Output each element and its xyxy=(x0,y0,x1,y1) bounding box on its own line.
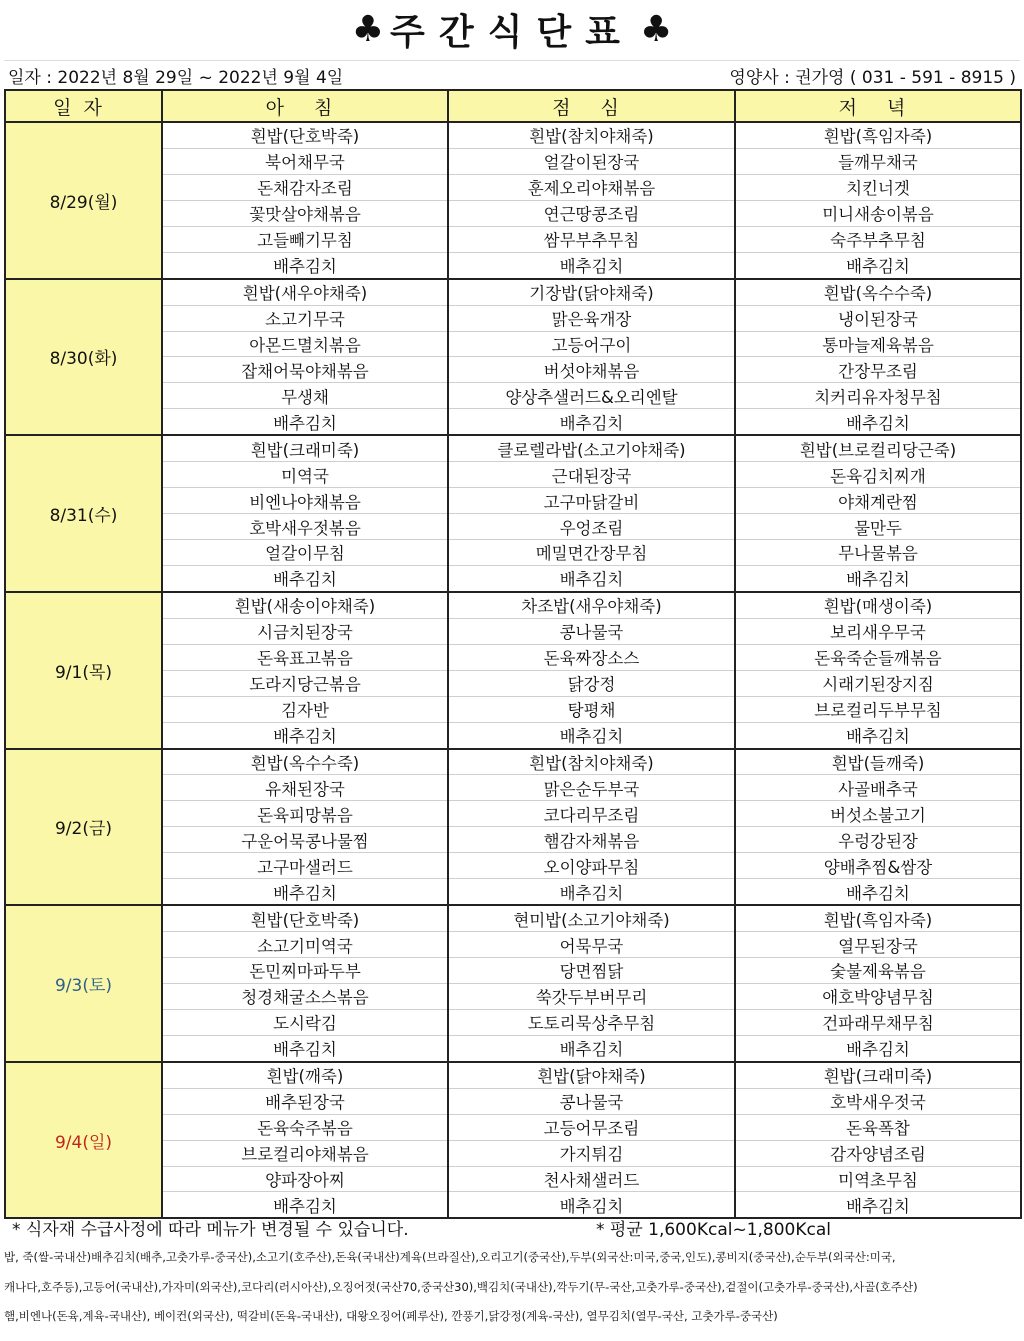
breakfast-item: 배추김치 xyxy=(162,722,448,748)
lunch-item: 콩나물국 xyxy=(448,618,735,644)
lunch-item: 오이양파무침 xyxy=(448,853,735,879)
breakfast-item: 아몬드멸치볶음 xyxy=(162,331,448,357)
breakfast-item: 배추김치 xyxy=(162,1035,448,1061)
dinner-item: 돈육김치찌개 xyxy=(735,462,1021,488)
lunch-item: 클로렐라밥(소고기야채죽) xyxy=(448,435,735,461)
lunch-item: 차조밥(새우야채죽) xyxy=(448,592,735,618)
dinner-item: 애호박양념무침 xyxy=(735,983,1021,1009)
breakfast-item: 유채된장국 xyxy=(162,775,448,801)
dinner-item: 무나물볶음 xyxy=(735,540,1021,566)
breakfast-item: 북어채무국 xyxy=(162,148,448,174)
dinner-item: 사골배추국 xyxy=(735,775,1021,801)
lunch-item: 흰밥(참치야채죽) xyxy=(448,122,735,148)
date-range: 일자 : 2022년 8월 29일 ~ 2022년 9월 4일 xyxy=(8,67,344,88)
lunch-item: 배추김치 xyxy=(448,1035,735,1061)
breakfast-item: 고구마샐러드 xyxy=(162,853,448,879)
breakfast-item: 배추김치 xyxy=(162,879,448,905)
dinner-item: 숯불제육볶음 xyxy=(735,958,1021,984)
lunch-item: 고등어구이 xyxy=(448,331,735,357)
breakfast-item: 배추된장국 xyxy=(162,1088,448,1114)
dinner-item: 흰밥(흑임자죽) xyxy=(735,905,1021,931)
dinner-item: 호박새우젓국 xyxy=(735,1088,1021,1114)
breakfast-item: 돈채감자조림 xyxy=(162,174,448,200)
dinner-item: 냉이된장국 xyxy=(735,305,1021,331)
dinner-item: 야채계란찜 xyxy=(735,488,1021,514)
dinner-item: 흰밥(옥수수죽) xyxy=(735,279,1021,305)
day-date: 9/3(토) xyxy=(5,905,162,1062)
breakfast-item: 돈육피망볶음 xyxy=(162,801,448,827)
breakfast-item: 도시락김 xyxy=(162,1009,448,1035)
dinner-item: 흰밥(들깨죽) xyxy=(735,749,1021,775)
breakfast-item: 비엔나야채볶음 xyxy=(162,488,448,514)
lunch-item: 햄감자채볶음 xyxy=(448,827,735,853)
dinner-item: 배추김치 xyxy=(735,409,1021,435)
breakfast-item: 호박새우젓볶음 xyxy=(162,514,448,540)
lunch-item: 연근땅콩조림 xyxy=(448,200,735,226)
header-lunch: 점 심 xyxy=(448,90,735,122)
dinner-item: 양배추찜&쌈장 xyxy=(735,853,1021,879)
breakfast-item: 배추김치 xyxy=(162,565,448,591)
lunch-item: 가지튀김 xyxy=(448,1140,735,1166)
lunch-item: 배추김치 xyxy=(448,722,735,748)
breakfast-item: 돈민찌마파두부 xyxy=(162,958,448,984)
lunch-item: 쌈무부추무침 xyxy=(448,226,735,252)
dinner-item: 브로컬리두부무침 xyxy=(735,696,1021,722)
day-date: 8/31(수) xyxy=(5,435,162,592)
dinner-item: 흰밥(매생이죽) xyxy=(735,592,1021,618)
breakfast-item: 배추김치 xyxy=(162,1192,448,1218)
breakfast-item: 돈육표고볶음 xyxy=(162,644,448,670)
breakfast-item: 청경채굴소스볶음 xyxy=(162,983,448,1009)
page-title xyxy=(0,0,1024,58)
breakfast-item: 소고기미역국 xyxy=(162,932,448,958)
lunch-item: 배추김치 xyxy=(448,252,735,278)
lunch-item: 닭강정 xyxy=(448,670,735,696)
dinner-item: 미니새송이볶음 xyxy=(735,200,1021,226)
lunch-item: 훈제오리야채볶음 xyxy=(448,174,735,200)
lunch-item: 어묵무국 xyxy=(448,932,735,958)
breakfast-item: 브로컬리야채볶음 xyxy=(162,1140,448,1166)
lunch-item: 기장밥(닭야채죽) xyxy=(448,279,735,305)
breakfast-item: 구운어묵콩나물찜 xyxy=(162,827,448,853)
lunch-item: 코다리무조림 xyxy=(448,801,735,827)
table-row xyxy=(5,592,1021,618)
lunch-item: 배추김치 xyxy=(448,565,735,591)
dinner-item: 물만두 xyxy=(735,514,1021,540)
dinner-item: 배추김치 xyxy=(735,565,1021,591)
dietitian-info: 영양사 : 권가영 ( 031 - 591 - 8915 ) xyxy=(729,67,1016,88)
breakfast-item: 흰밥(새우야채죽) xyxy=(162,279,448,305)
header-dinner: 저 녁 xyxy=(735,90,1021,122)
lunch-item: 도토리묵상추무침 xyxy=(448,1009,735,1035)
club-icon: ♣ xyxy=(351,8,385,50)
dinner-item: 치커리유자청무침 xyxy=(735,383,1021,409)
lunch-item: 메밀면간장무침 xyxy=(448,540,735,566)
breakfast-item: 흰밥(옥수수죽) xyxy=(162,749,448,775)
dinner-item: 배추김치 xyxy=(735,879,1021,905)
lunch-item: 양상추샐러드&오리엔탈 xyxy=(448,383,735,409)
lunch-item: 고등어무조림 xyxy=(448,1114,735,1140)
dinner-item: 건파래무채무침 xyxy=(735,1009,1021,1035)
table-row xyxy=(5,122,1021,148)
dinner-item: 배추김치 xyxy=(735,1035,1021,1061)
day-date: 9/4(일) xyxy=(5,1062,162,1219)
dinner-item: 흰밥(브로컬리당근죽) xyxy=(735,435,1021,461)
lunch-item: 배추김치 xyxy=(448,409,735,435)
dinner-item: 시래기된장지짐 xyxy=(735,670,1021,696)
dinner-item: 배추김치 xyxy=(735,252,1021,278)
origin-line-2: 캐나다,호주등),고등어(국내산),가자미(외국산),코다리(러시아산),오징어젓(국산70,중국산30),백김치(국내산),깍두기(무-국산,고춧가루-중국산),겉절이(고춧가루-중국산),사골(호주산) xyxy=(4,1280,918,1294)
day-date: 9/1(목) xyxy=(5,592,162,749)
breakfast-item: 소고기무국 xyxy=(162,305,448,331)
breakfast-item: 흰밥(새송이야채죽) xyxy=(162,592,448,618)
dinner-item: 흰밥(크래미죽) xyxy=(735,1062,1021,1088)
origin-line-1: 밥, 죽(쌀-국내산)배추김치(배추,고춧가루-중국산),소고기(호주산),돈육(국내산)계육(브라질산),오리고기(중국산),두부(외국산:미국,중국,인도),콩비지(중국산),순두부(외국산:미국, xyxy=(4,1250,896,1264)
breakfast-item: 흰밥(단호박죽) xyxy=(162,905,448,931)
breakfast-item: 돈육숙주볶음 xyxy=(162,1114,448,1140)
menu-table xyxy=(4,89,1022,1219)
dinner-item: 들깨무채국 xyxy=(735,148,1021,174)
dinner-item: 보리새우무국 xyxy=(735,618,1021,644)
lunch-item: 맑은육개장 xyxy=(448,305,735,331)
table-row xyxy=(5,279,1021,305)
calorie-note: * 평균 1,600Kcal~1,800Kcal xyxy=(596,1220,832,1240)
breakfast-item: 양파장아찌 xyxy=(162,1166,448,1192)
dinner-item: 배추김치 xyxy=(735,1192,1021,1218)
origin-line-3: 햄,비엔나(돈육,계육-국내산), 베이컨(외국산), 떡갈비(돈육-국내산), 대왕오징어(페루산), 깐풍기,닭강정(계육-국산), 열무김치(열무-국산, 고춧가루-중국산) xyxy=(4,1309,778,1323)
breakfast-item: 잡채어묵야채볶음 xyxy=(162,357,448,383)
table-row xyxy=(5,905,1021,931)
breakfast-item: 꽃맛살야채볶음 xyxy=(162,200,448,226)
lunch-item: 우엉조림 xyxy=(448,514,735,540)
lunch-item: 돈육짜장소스 xyxy=(448,644,735,670)
change-note: * 식자재 수급사정에 따라 메뉴가 변경될 수 있습니다. xyxy=(12,1220,409,1240)
table-row xyxy=(5,1062,1021,1088)
lunch-item: 근대된장국 xyxy=(448,462,735,488)
day-date: 8/29(월) xyxy=(5,122,162,279)
lunch-item: 고구마닭갈비 xyxy=(448,488,735,514)
lunch-item: 배추김치 xyxy=(448,879,735,905)
lunch-item: 얼갈이된장국 xyxy=(448,148,735,174)
lunch-item: 배추김치 xyxy=(448,1192,735,1218)
info-bar xyxy=(4,60,1020,89)
header-row xyxy=(5,90,1021,122)
lunch-item: 버섯야채볶음 xyxy=(448,357,735,383)
dinner-item: 숙주부추무침 xyxy=(735,226,1021,252)
dinner-item: 간장무조림 xyxy=(735,357,1021,383)
breakfast-item: 무생채 xyxy=(162,383,448,409)
breakfast-item: 얼갈이무침 xyxy=(162,540,448,566)
breakfast-item: 배추김치 xyxy=(162,252,448,278)
dinner-item: 치킨너겟 xyxy=(735,174,1021,200)
breakfast-item: 흰밥(크래미죽) xyxy=(162,435,448,461)
breakfast-item: 고들빼기무침 xyxy=(162,226,448,252)
breakfast-item: 흰밥(깨죽) xyxy=(162,1062,448,1088)
dinner-item: 통마늘제육볶음 xyxy=(735,331,1021,357)
lunch-item: 맑은순두부국 xyxy=(448,775,735,801)
lunch-item: 흰밥(참치야채죽) xyxy=(448,749,735,775)
dinner-item: 돈육죽순들깨볶음 xyxy=(735,644,1021,670)
dinner-item: 열무된장국 xyxy=(735,932,1021,958)
table-row xyxy=(5,749,1021,775)
breakfast-item: 흰밥(단호박죽) xyxy=(162,122,448,148)
breakfast-item: 도라지당근볶음 xyxy=(162,670,448,696)
lunch-item: 쑥갓두부버무리 xyxy=(448,983,735,1009)
breakfast-item: 배추김치 xyxy=(162,409,448,435)
dinner-item: 배추김치 xyxy=(735,722,1021,748)
lunch-item: 천사채샐러드 xyxy=(448,1166,735,1192)
breakfast-item: 미역국 xyxy=(162,462,448,488)
dinner-item: 버섯소불고기 xyxy=(735,801,1021,827)
lunch-item: 탕평채 xyxy=(448,696,735,722)
dinner-item: 우렁강된장 xyxy=(735,827,1021,853)
club-icon: ♣ xyxy=(639,8,673,50)
lunch-item: 현미밥(소고기야채죽) xyxy=(448,905,735,931)
lunch-item: 콩나물국 xyxy=(448,1088,735,1114)
day-date: 9/2(금) xyxy=(5,749,162,906)
dinner-item: 돈육폭찹 xyxy=(735,1114,1021,1140)
breakfast-item: 시금치된장국 xyxy=(162,618,448,644)
menu-body xyxy=(5,122,1021,1218)
table-row xyxy=(5,435,1021,461)
lunch-item: 당면찜닭 xyxy=(448,958,735,984)
day-date: 8/30(화) xyxy=(5,279,162,436)
breakfast-item: 김자반 xyxy=(162,696,448,722)
dinner-item: 흰밥(흑임자죽) xyxy=(735,122,1021,148)
dinner-item: 미역초무침 xyxy=(735,1166,1021,1192)
header-date: 일자 xyxy=(5,90,162,122)
dinner-item: 감자양념조림 xyxy=(735,1140,1021,1166)
lunch-item: 흰밥(닭야채죽) xyxy=(448,1062,735,1088)
title-text: 주간식단표 xyxy=(390,11,634,53)
header-breakfast: 아 침 xyxy=(162,90,448,122)
